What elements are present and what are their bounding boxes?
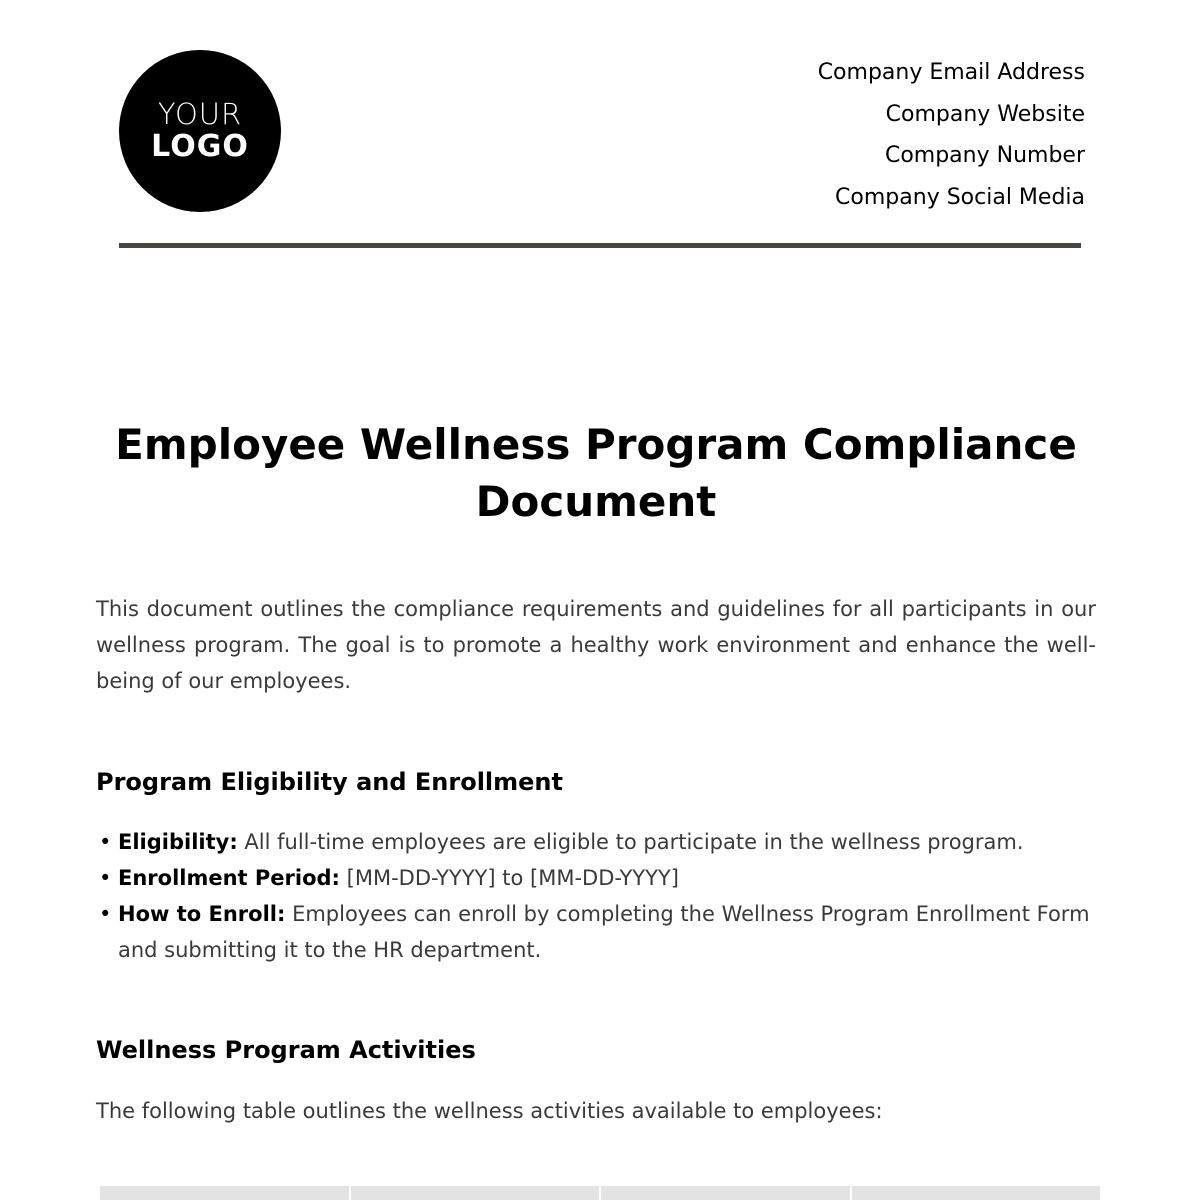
- table-header-cell: [601, 1186, 852, 1200]
- table-header-cell: [100, 1186, 351, 1200]
- list-item-text: All full-time employees are eligible to participate in the wellness program.: [244, 830, 1024, 854]
- section-heading-eligibility: Program Eligibility and Enrollment: [96, 768, 563, 796]
- company-number: Company Number: [884, 143, 1085, 168]
- logo-text-bottom: LOGO: [151, 129, 249, 164]
- table-header-cell: [852, 1186, 1101, 1200]
- company-social-media: Company Social Media: [835, 184, 1085, 210]
- intro-paragraph: This document outlines the compliance requirements and guidelines for all participants in our wellness program. The goal is to promote a healthy work environment and enhance the well-being of our employees.: [96, 597, 1096, 693]
- list-item-text: Employees can enroll by completing the Wellness Program Enrollment Form and submitting it to the HR department.: [118, 902, 1090, 962]
- company-contact-block: [818, 52, 1085, 218]
- header-divider: [119, 243, 1081, 248]
- list-item-text: [MM-DD-YYYY] to [MM-DD-YYYY]: [346, 866, 679, 890]
- list-item: [96, 896, 1096, 968]
- activities-table-header: [100, 1186, 1100, 1200]
- section-heading-activities: Wellness Program Activities: [96, 1036, 476, 1064]
- bullet-icon: •: [99, 866, 112, 890]
- document-title: Employee Wellness Program Compliance Document: [115, 420, 1077, 526]
- table-header-cell: [351, 1186, 602, 1200]
- list-item: [96, 860, 1096, 896]
- list-item-term: Enrollment Period:: [118, 866, 340, 890]
- bullet-icon: •: [99, 902, 112, 926]
- list-item-term: How to Enroll:: [118, 902, 286, 926]
- company-email: Company Email Address: [817, 60, 1085, 85]
- list-item-term: Eligibility:: [118, 830, 238, 854]
- company-website: Company Website: [885, 101, 1085, 127]
- list-item: [96, 824, 1096, 860]
- eligibility-list: [96, 824, 1096, 968]
- bullet-icon: •: [99, 830, 112, 854]
- table-lead-text: The following table outlines the wellness activities available to employees:: [96, 1099, 883, 1123]
- company-logo: [119, 50, 281, 212]
- logo-text-top: YOUR: [157, 97, 243, 131]
